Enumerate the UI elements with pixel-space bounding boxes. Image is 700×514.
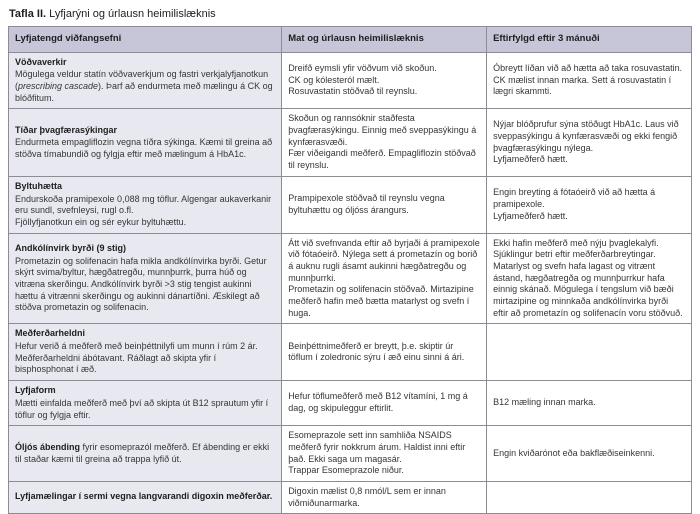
assessment-cell-text: Trappar Esomeprazole niður. — [288, 465, 404, 476]
followup-cell — [487, 426, 692, 482]
assessment-cell — [282, 426, 487, 482]
topic-cell — [9, 426, 282, 482]
assessment-cell-text: Rosuvastatin stöðvað til reynslu. — [288, 86, 418, 97]
assessment-cell — [282, 176, 487, 233]
topic-title: Lyfjaform — [15, 385, 56, 396]
topic-text: ). Þarf að endurmeta með mælingu á CK og blóðfitum. — [15, 81, 273, 103]
followup-cell-text: Ekki hafin meðferð með nýju þvaglekalyfi. Sjúklingur betri eftir meðferðarbreytingar. Matarlyst og svefn hafa lagast og vitrænt ástand, hægðatregða og munnþurrkur hafa einnig skánað. Mögulega í tengslum við bæði mirtazipine og minnkaða andkólínvirka byrði eftir að prometazín og solifenacín voru stöðvuð. — [493, 237, 683, 318]
header-row — [9, 27, 692, 52]
topic-text: Mögulega veldur statín vöðvaverkjum og fastri verkjalyfjanotkun ( — [15, 69, 269, 92]
topic-title: Meðferðarheldni — [15, 328, 86, 339]
followup-cell-text: Óbreytt líðan við að hætta að taka rosuvastatin. CK mælist innan marka. Sett á rosuvastatin í lægri skammti. — [493, 62, 683, 97]
topic-text: Endurmeta empagliflozin vegna tíðra sýkinga. Kæmi til greina að stöðva tímabundið og fylgja eftir með mælingum á HbA1c. — [15, 137, 273, 159]
assessment-cell-text: Hefur töflumeðferð með B12 vítamíni, 1 mg á dag, og skipuleggur eftirlit. — [288, 391, 468, 414]
table-caption — [9, 7, 692, 21]
followup-cell — [487, 233, 692, 324]
followup-cell — [487, 324, 692, 381]
topic-text: Fjöllyfjanotkun ein og sér eykur byltuhættu. — [15, 216, 187, 227]
table-row — [9, 109, 692, 176]
medication-review-table — [8, 26, 692, 514]
topic-cell — [9, 233, 282, 324]
followup-cell — [487, 52, 692, 109]
topic-cell — [9, 381, 282, 426]
table-row — [9, 426, 692, 482]
assessment-cell — [282, 324, 487, 381]
assessment-cell-text: Esomeprazole sett inn samhliða NSAIDS meðferð fyrir nokkrum árum. Haldist inni eftir það. Ekki saga um magasár. — [288, 430, 466, 464]
assessment-cell — [282, 233, 487, 324]
assessment-cell-text: CK og kólesteról mælt. — [288, 74, 380, 85]
topic-title: Óljós ábending — [15, 441, 81, 452]
table-row — [9, 481, 692, 513]
topic-text: fyrir esomeprazól meðferð. Ef ábending er ekki til staðar kæmi til greina að trappa lyfið út. — [15, 441, 270, 464]
topic-cell — [9, 324, 282, 381]
table-row — [9, 381, 692, 426]
followup-cell-text: Lyfjameðferð hætt. — [493, 154, 568, 165]
followup-cell-text: Engin kviðarónot eða bakflæðiseinkenni. — [493, 447, 655, 458]
followup-cell — [487, 481, 692, 513]
assessment-cell-text: Beinþéttnimeðferð er breytt, þ.e. skiptir úr töflum í zoledronic sýru í æð einu sinni á ári. — [288, 340, 465, 363]
topic-title: Lyfjamælingar í sermi vegna langvarandi digoxin meðferðar. — [15, 491, 273, 502]
topic-title: Tíðar þvagfærasýkingar — [15, 124, 118, 135]
assessment-cell-text: Prometazin og solifenacin stöðvað. Mirtazipine meðferð hafin með bætta matarlyst og svefn í huga. — [288, 284, 474, 318]
followup-cell-text: Engin breyting á fótaóeirð við að hætta á pramipexole. — [493, 187, 656, 209]
table-row — [9, 233, 692, 324]
topic-title: Vöðvaverkir — [15, 56, 67, 67]
followup-cell-text: Lyfjameðferð hætt. — [493, 210, 568, 221]
topic-cell — [9, 109, 282, 176]
table-row — [9, 52, 692, 109]
topic-text: Prometazin og solifenacin hafa mikla andkólínvirka byrði. Getur skýrt svima/byltur, hægðatregðu, munnþurrk, þurra húð og vitræna skerðingu. Andkólínvirk byrði >3 stig tengist aukinni hættu á vitrænni skerðingu og aukinni dánartíðni. Æskilegt að stöðva prometazin og solifenacin. — [15, 255, 267, 313]
assessment-cell — [282, 481, 487, 513]
topic-text: Endurskoða pramipexole 0,088 mg töflur. Algengar aukaverkanir eru sundl, svefnleysi, rugl o.fl. — [15, 193, 272, 216]
header-topic: Lyfjatengd viðfangsefni — [9, 27, 282, 52]
topic-title: Byltuhætta — [15, 180, 62, 191]
assessment-cell — [282, 381, 487, 426]
followup-cell-text: Nýjar blóðprufur sýna stöðugt HbA1c. Laus við sveppasýkingu á kynfærasvæði og ekki fengið þvagfærasýkingu nýlega. — [493, 119, 679, 153]
topic-text: Hefur verið á meðferð með beinþéttnilyfi um munn í rúm 2 ár. Meðferðarheldni ábótavant. Ráðlagt að skipta yfir í bisphosphonat í æð. — [15, 341, 258, 375]
followup-cell-text: B12 mæling innan marka. — [493, 397, 596, 408]
assessment-cell-text: Digoxin mælist 0,8 nmól/L sem er innan viðmiðunarmarka. — [288, 485, 446, 508]
assessment-cell-text: Skoðun og rannsóknir staðfesta þvagfærasýkingu. Einnig með sveppasýkingu á kynfærasvæði. — [288, 113, 477, 147]
table-caption-number: Tafla II. — [9, 8, 47, 20]
assessment-cell-text: Átt við svefnvanda eftir að byrjaði á pramipexole við fótaóeirð. Nýlega sett á prometazín og borið á auknu rugli ásamt aukinni hægðatregðu og munnþurrki. — [288, 237, 480, 283]
topic-text: prescribing cascade — [18, 81, 99, 92]
table-body — [9, 52, 692, 514]
table-row — [9, 324, 692, 381]
assessment-cell — [282, 52, 487, 109]
followup-cell — [487, 381, 692, 426]
table-row — [9, 176, 692, 233]
followup-cell — [487, 109, 692, 176]
assessment-cell-text: Prampipexole stöðvað til reynslu vegna byltuhættu og óljóss árangurs. — [288, 193, 445, 215]
topic-cell — [9, 481, 282, 513]
topic-cell — [9, 176, 282, 233]
header-assessment: Mat og úrlausn heimilislæknis — [282, 27, 487, 52]
table-caption-text: Lyfjarýni og úrlausn heimilislæknis — [46, 8, 216, 20]
assessment-cell-text: Dreifð eymsli yfir vöðvum við skoðun. — [288, 62, 437, 73]
followup-cell — [487, 176, 692, 233]
topic-cell — [9, 52, 282, 109]
assessment-cell-text: Fær viðeigandi meðferð. Empagliflozin stöðvað til reynslu. — [288, 148, 476, 171]
assessment-cell — [282, 109, 487, 176]
header-followup: Eftirfylgd eftir 3 mánuði — [487, 27, 692, 52]
topic-text: Mætti einfalda meðferð með því að skipta út B12 sprautum yfir í töflur og fylgja eftir. — [15, 397, 269, 420]
topic-title: Andkólínvirk byrði (9 stig) — [15, 242, 127, 253]
